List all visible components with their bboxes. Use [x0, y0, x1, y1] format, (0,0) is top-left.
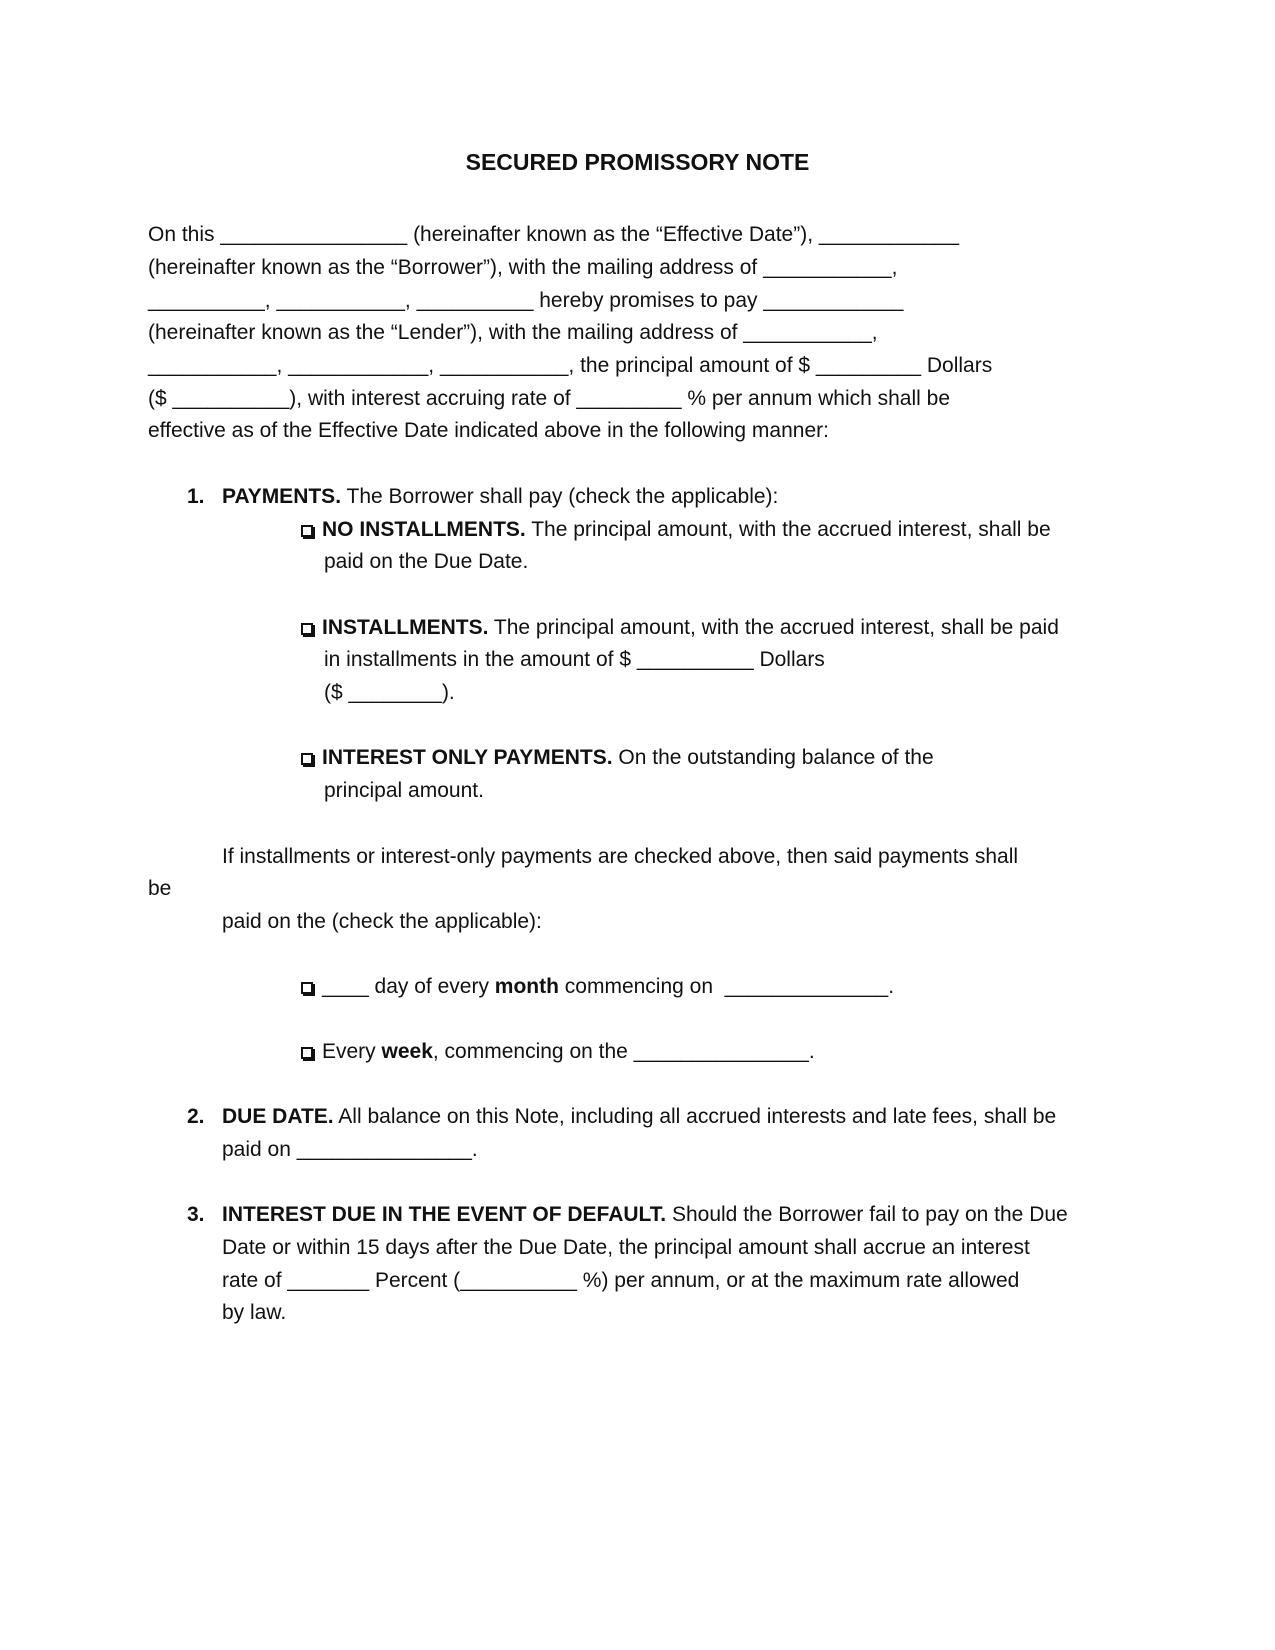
schedule-intro-line: If installments or interest-only payments are checked above, then said payments shall [222, 845, 1019, 868]
option-text: commencing on ______________. [558, 975, 895, 998]
intro-line: (hereinafter known as the “Borrower”), with the mailing address of ___________, [148, 256, 898, 279]
section-heading: INTEREST DUE IN THE EVENT OF DEFAULT. [222, 1203, 667, 1226]
section-number: 2. [187, 1105, 205, 1128]
section-number: 1. [187, 485, 205, 508]
checkbox[interactable] [301, 982, 313, 994]
option-text: The principal amount, with the accrued interest, shall be paid [488, 616, 1059, 639]
section-heading: PAYMENTS. [222, 485, 342, 508]
option-label: NO INSTALLMENTS. [322, 518, 526, 541]
option-bold: month [494, 975, 559, 998]
option-weekly [301, 1037, 815, 1067]
option-monthly [301, 972, 894, 1002]
section-text: All balance on this Note, including all accrued interests and late fees, shall be [333, 1105, 1057, 1128]
checkbox[interactable] [301, 1047, 313, 1059]
section-heading-line [222, 1102, 1056, 1132]
intro-line: (hereinafter known as the “Lender”), with the mailing address of ___________, [148, 321, 878, 344]
schedule-intro-line: be [148, 877, 172, 900]
schedule-intro-line: paid on the (check the applicable): [222, 910, 542, 933]
intro-line: ($ __________), with interest accruing rate of _________ % per annum which shall be [148, 387, 951, 410]
option-bold: week [381, 1040, 433, 1063]
option-text-continued: in installments in the amount of $ __________ Dollars [324, 648, 825, 671]
intro-line: ___________, ____________, ___________, the principal amount of $ _________ Dollars [148, 354, 993, 377]
option-interest-only [301, 743, 934, 773]
intro-line: __________, ___________, __________ hereby promises to pay ____________ [148, 289, 904, 312]
option-no-installments [301, 515, 1051, 545]
section-text-continued: rate of _______ Percent (__________ %) per annum, or at the maximum rate allowed [222, 1269, 1020, 1292]
option-text-continued: ($ ________). [324, 681, 455, 704]
checkbox[interactable] [301, 753, 313, 765]
section-text-continued: Date or within 15 days after the Due Date, the principal amount shall accrue an interest [222, 1236, 1030, 1259]
option-label: INTEREST ONLY PAYMENTS. [322, 746, 613, 769]
section-heading: DUE DATE. [222, 1105, 334, 1128]
option-text: Every [322, 1040, 382, 1063]
option-text: The principal amount, with the accrued interest, shall be [525, 518, 1051, 541]
option-text-continued: paid on the Due Date. [324, 550, 529, 573]
option-label: INSTALLMENTS. [322, 616, 489, 639]
intro-line: effective as of the Effective Date indicated above in the following manner: [148, 419, 829, 442]
option-installments [301, 613, 1059, 643]
option-text: On the outstanding balance of the [612, 746, 934, 769]
section-number: 3. [187, 1203, 205, 1226]
option-text: , commencing on the _______________. [432, 1040, 815, 1063]
option-text: ____ day of every [322, 975, 495, 998]
option-text-continued: principal amount. [324, 779, 484, 802]
section-text-continued: by law. [222, 1301, 287, 1324]
checkbox[interactable] [301, 525, 313, 537]
intro-line: On this ________________ (hereinafter known as the “Effective Date”), ____________ [148, 223, 960, 246]
section-heading-line [222, 482, 778, 512]
section-text-continued: paid on _______________. [222, 1138, 478, 1161]
section-heading-line [222, 1200, 1068, 1230]
section-text: The Borrower shall pay (check the applicable): [341, 485, 779, 508]
page-title: SECURED PROMISSORY NOTE [465, 149, 810, 175]
section-text: Should the Borrower fail to pay on the Due [666, 1203, 1068, 1226]
checkbox[interactable] [301, 623, 313, 635]
